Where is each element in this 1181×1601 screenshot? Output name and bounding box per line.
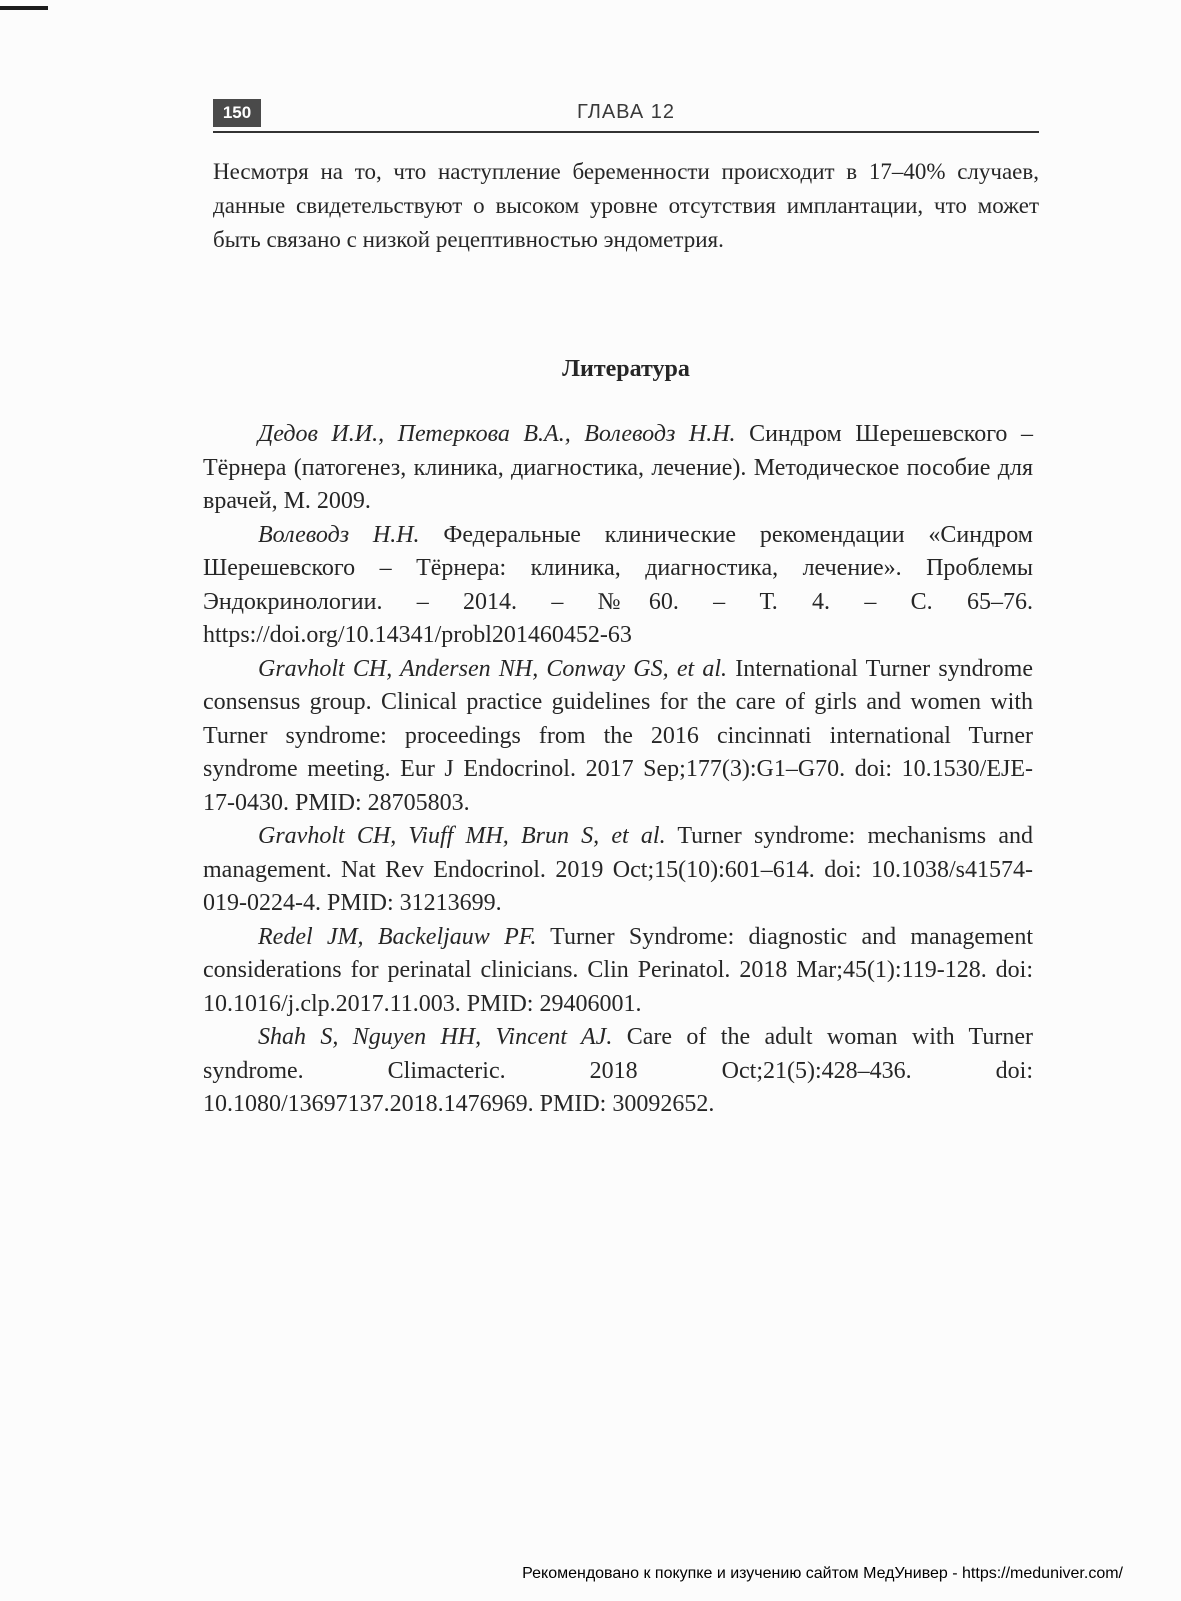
- reference-item: [203, 418, 1033, 519]
- footer-watermark: Рекомендовано к покупке и изучению сайтом МедУнивер - https://meduniver.com/: [522, 1565, 1123, 1582]
- reference-text: Turner syndrome: mechanisms and management. Nat Rev Endocrinol. 2019 Oct;15(10):601–614. doi: 10.1038/s41574-019-0224-4. PMID: 31213699.: [203, 823, 1033, 916]
- reference-text: International Turner syndrome consensus group. Clinical practice guidelines for the care of girls and women with Turner syndrome: proceedings from the 2016 cincinnati international Turner syndrome meeting. Eur J Endocrinol. 2017 Sep;177(3):G1–G70. doi: 10.1530/EJE-17-0430. PMID: 28705803.: [203, 655, 1033, 816]
- reference-item: [203, 653, 1033, 821]
- reference-authors: Волеводз Н.Н.: [258, 521, 420, 548]
- reference-item: [203, 921, 1033, 1022]
- reference-text: Федеральные клинические рекомендации «Синдром Шерешевского – Тёрнера: клиника, диагностика, лечение». Проблемы Эндокринологии. – 2014. – №60. – Т. 4. – С. 65–76. https://doi.org/10.14341/probl201460452-63: [203, 521, 1033, 648]
- reference-authors: Redel JM, Backeljauw PF.: [258, 923, 537, 950]
- intro-paragraph: Несмотря на то, что наступление беременности происходит в 17–40% случаев, данные свидетельствуют о высоком уровне отсутствия имплантации, что может быть связано с низкой рецептивностью эндометрия.: [213, 159, 1039, 252]
- page-header: [213, 97, 1039, 133]
- reference-text: Care of the adult woman with Turner syndrome. Climacteric. 2018 Oct;21(5):428–436. doi: 10.1080/13697137.2018.1476969. PMID: 30092652.: [203, 1024, 1033, 1117]
- page-number: 150: [213, 99, 261, 127]
- reference-authors: Gravholt CH, Andersen NH, Conway GS, et al.: [258, 655, 728, 682]
- reference-authors: Shah S, Nguyen HH, Vincent AJ.: [258, 1024, 613, 1050]
- reference-text: Turner Syndrome: diagnostic and management considerations for perinatal clinicians. Clin Perinatol. 2018 Mar;45(1):119-128. doi: 10.1016/j.clp.2017.11.003. PMID: 29406001.: [203, 923, 1034, 1017]
- literature-heading: Литература: [562, 356, 690, 382]
- reference-item: [203, 519, 1033, 653]
- reference-authors: Дедов И.И., Петеркова В.А., Волеводз Н.Н.: [258, 421, 736, 447]
- reference-list: [203, 418, 1033, 1122]
- reference-item: [203, 1021, 1033, 1122]
- chapter-title: ГЛАВА 12: [577, 101, 675, 123]
- scan-corner-mark: [0, 6, 48, 10]
- reference-text: Синдром Шерешевского – Тёрнера (патогенез, клиника, диагностика, лечение). Методическое пособие для врачей, М. 2009.: [203, 421, 1033, 514]
- reference-authors: Gravholt CH, Viuff MH, Brun S, et al.: [258, 823, 666, 849]
- reference-item: [203, 820, 1033, 921]
